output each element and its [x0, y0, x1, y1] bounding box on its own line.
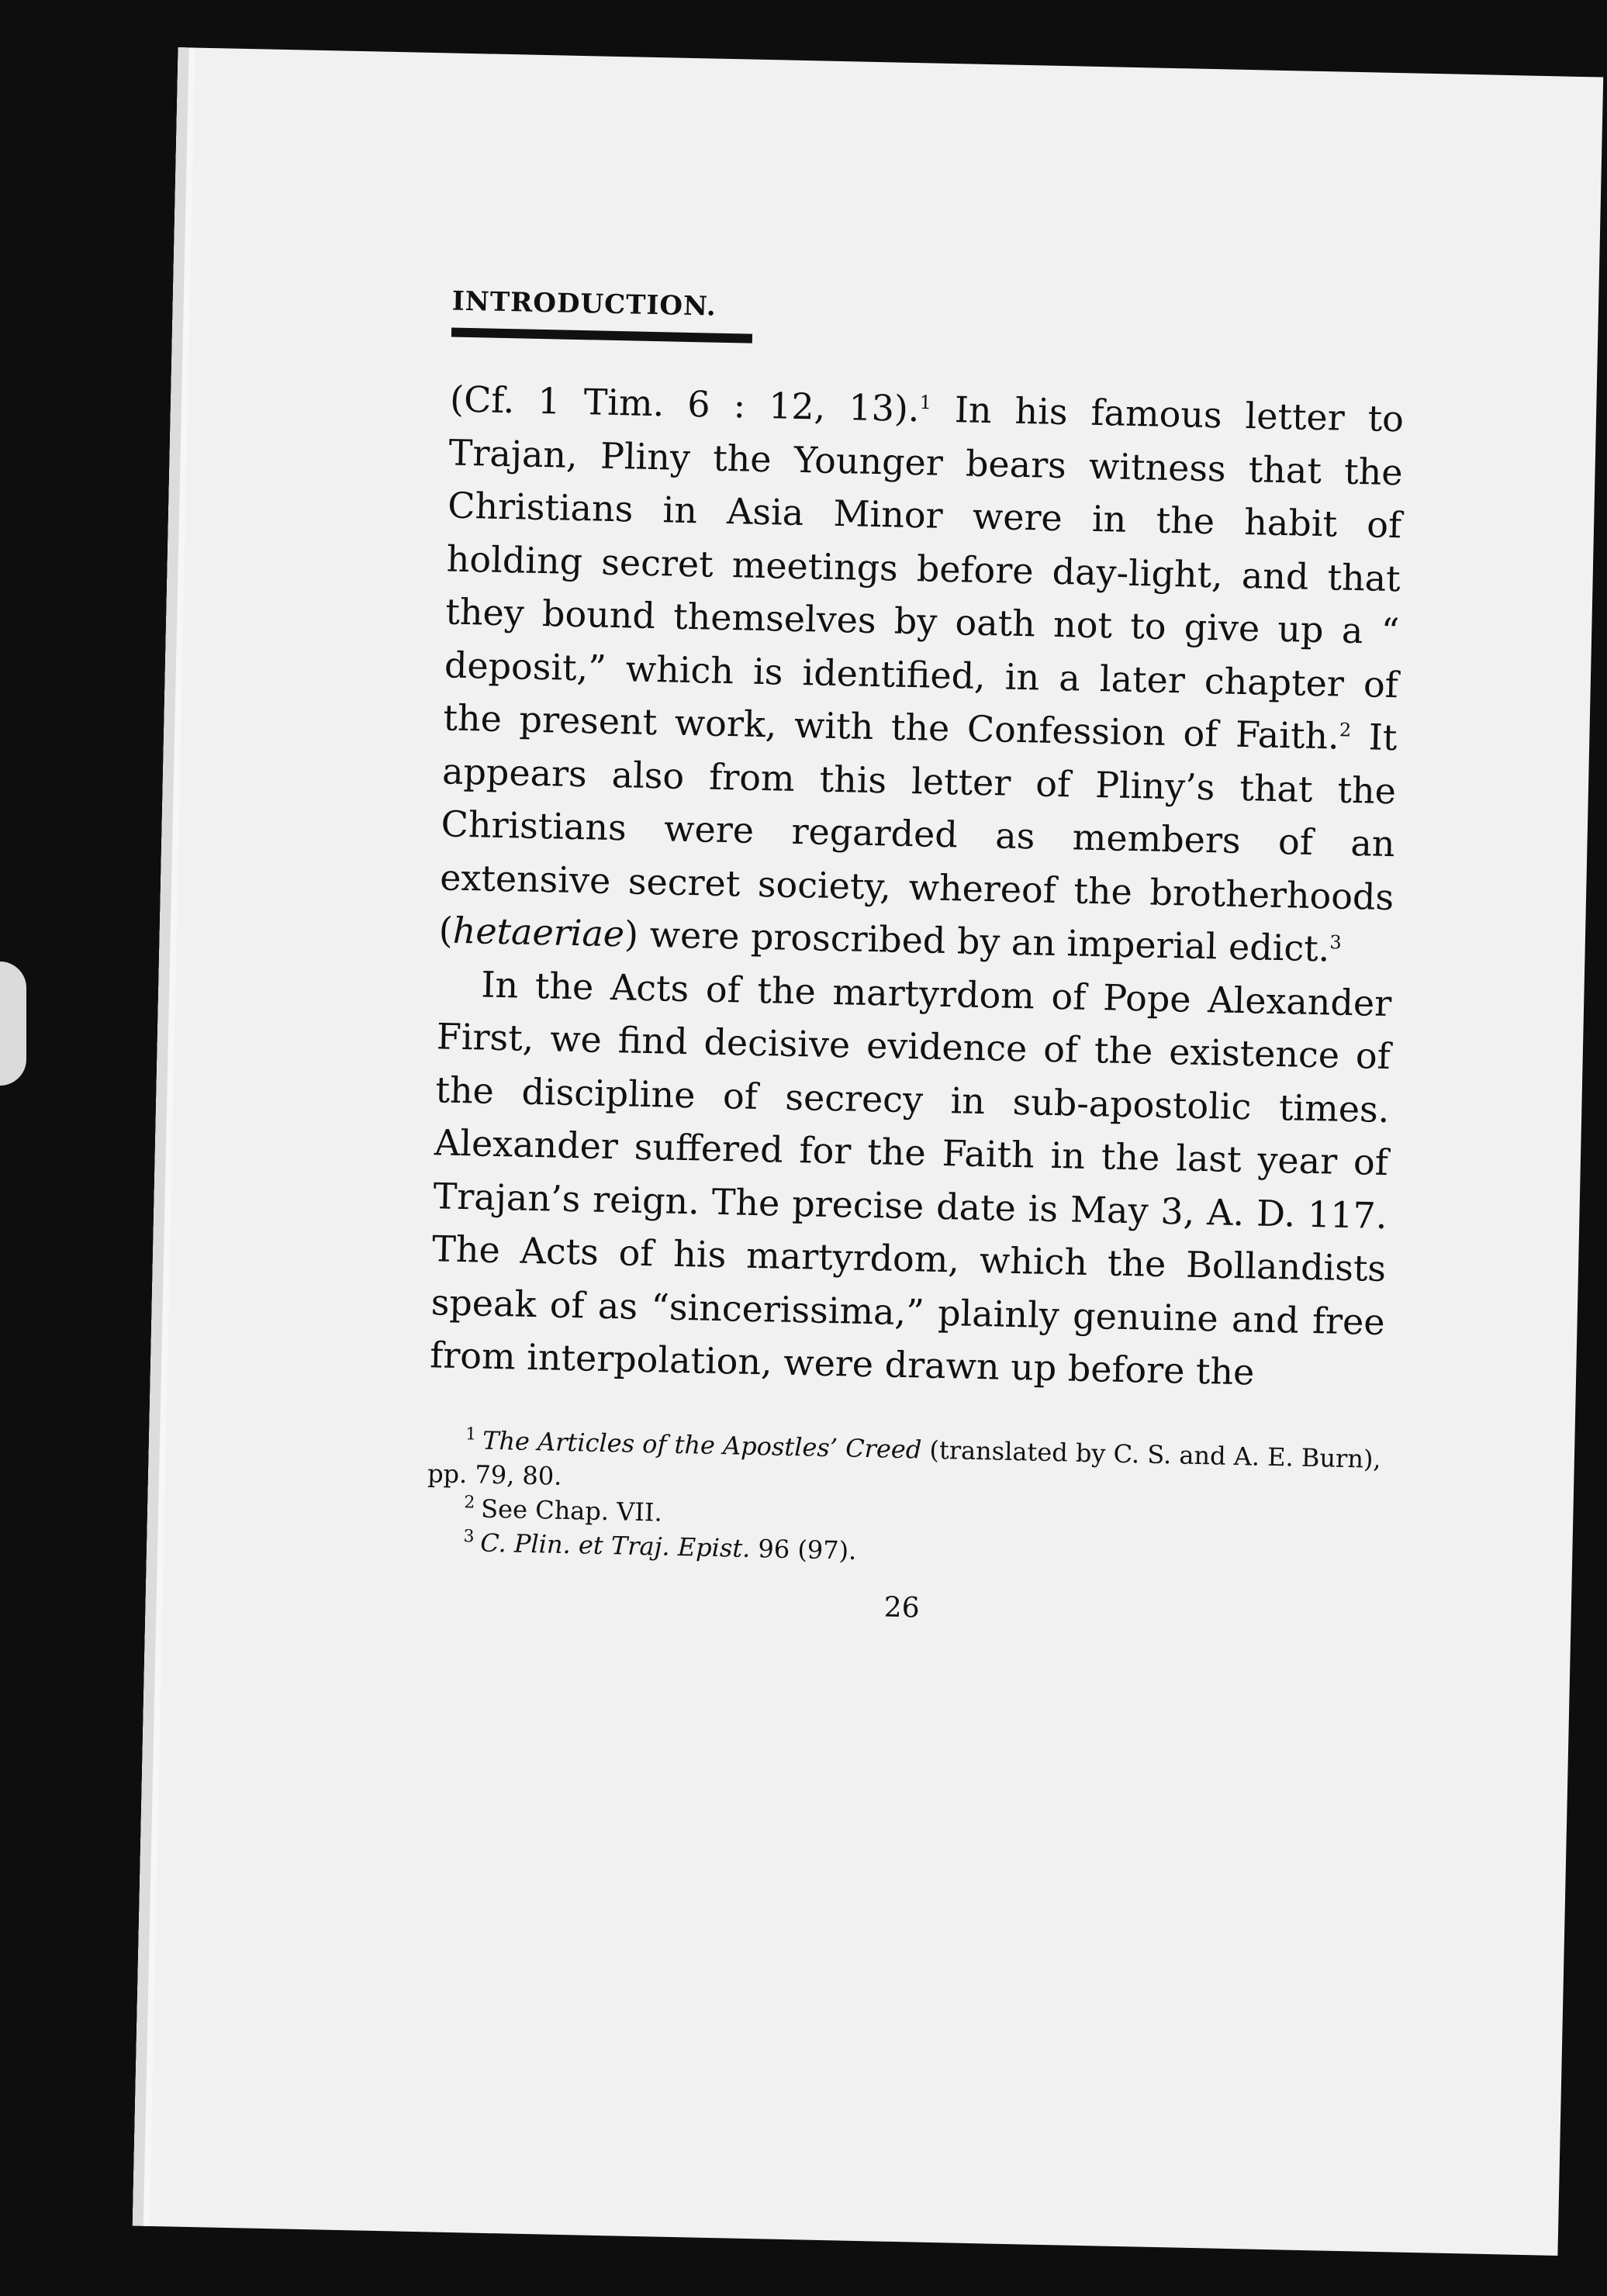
footnote-number: 3	[463, 1527, 475, 1547]
paragraph-1-segment: (Cf. 1 Tim. 6 : 12, 13).	[449, 378, 921, 430]
footnote-text: 96 (97).	[749, 1533, 857, 1566]
footnote-title: C. Plin. et Traj. Epist.	[479, 1528, 751, 1563]
page-number: 26	[883, 1591, 921, 1624]
running-head: INTRODUCTION.	[451, 285, 717, 323]
body-text	[430, 373, 1405, 1402]
italic-term: hetaeriae	[452, 909, 625, 955]
footnote-title: The Articles of the Apostles’ Creed	[482, 1425, 922, 1465]
paragraph-1	[438, 373, 1405, 977]
paragraph-1-segment: ) were proscribed by an imperial edict.	[624, 913, 1330, 970]
paragraph-2: In the Acts of the martyrdom of Pope Alexander First, we find decisive evidence of the existence of the discipline of secrecy in sub-apostolic times. Alexander suffered for the Faith in the last year of Trajan’s reign. The precise date is May 3, A. D. 117. The Acts of his martyrdom, which the Bollandists speak of as “sincerissima,” plainly genuine and free from interpolation, were drawn up before the	[429, 963, 1392, 1393]
footnote-ref: 2	[1339, 719, 1352, 741]
footnote-ref: 3	[1329, 931, 1343, 954]
footnote-number: 2	[464, 1493, 475, 1513]
book-page	[133, 47, 1603, 2256]
page-content	[424, 286, 1406, 1634]
footnote-number: 1	[465, 1424, 477, 1445]
footnote-text: See Chap. VII.	[480, 1493, 663, 1528]
footnote-ref: 1	[919, 391, 932, 414]
footnote-text: (translated by C. S. and A. E. Burn), pp. 79, 80.	[427, 1435, 1381, 1491]
scan-border-fragment	[0, 962, 26, 1086]
paragraph-1-segment: In his famous letter to Trajan, Pliny the Younger bears witness that the Christians in Asia Minor were in the habit of holding secret meetings before day-light, and that they bound themselves by oath not to give up a “ deposit,” which is identified, in a later chapter of the present work, with the Confession of Faith.	[443, 388, 1405, 758]
paragraph-1-segment: It appears also from this letter of Pliny’s that the Christians were regarded as members of an extensive secret society, whereof the brotherhoods (	[438, 715, 1398, 951]
footnotes	[426, 1422, 1382, 1579]
